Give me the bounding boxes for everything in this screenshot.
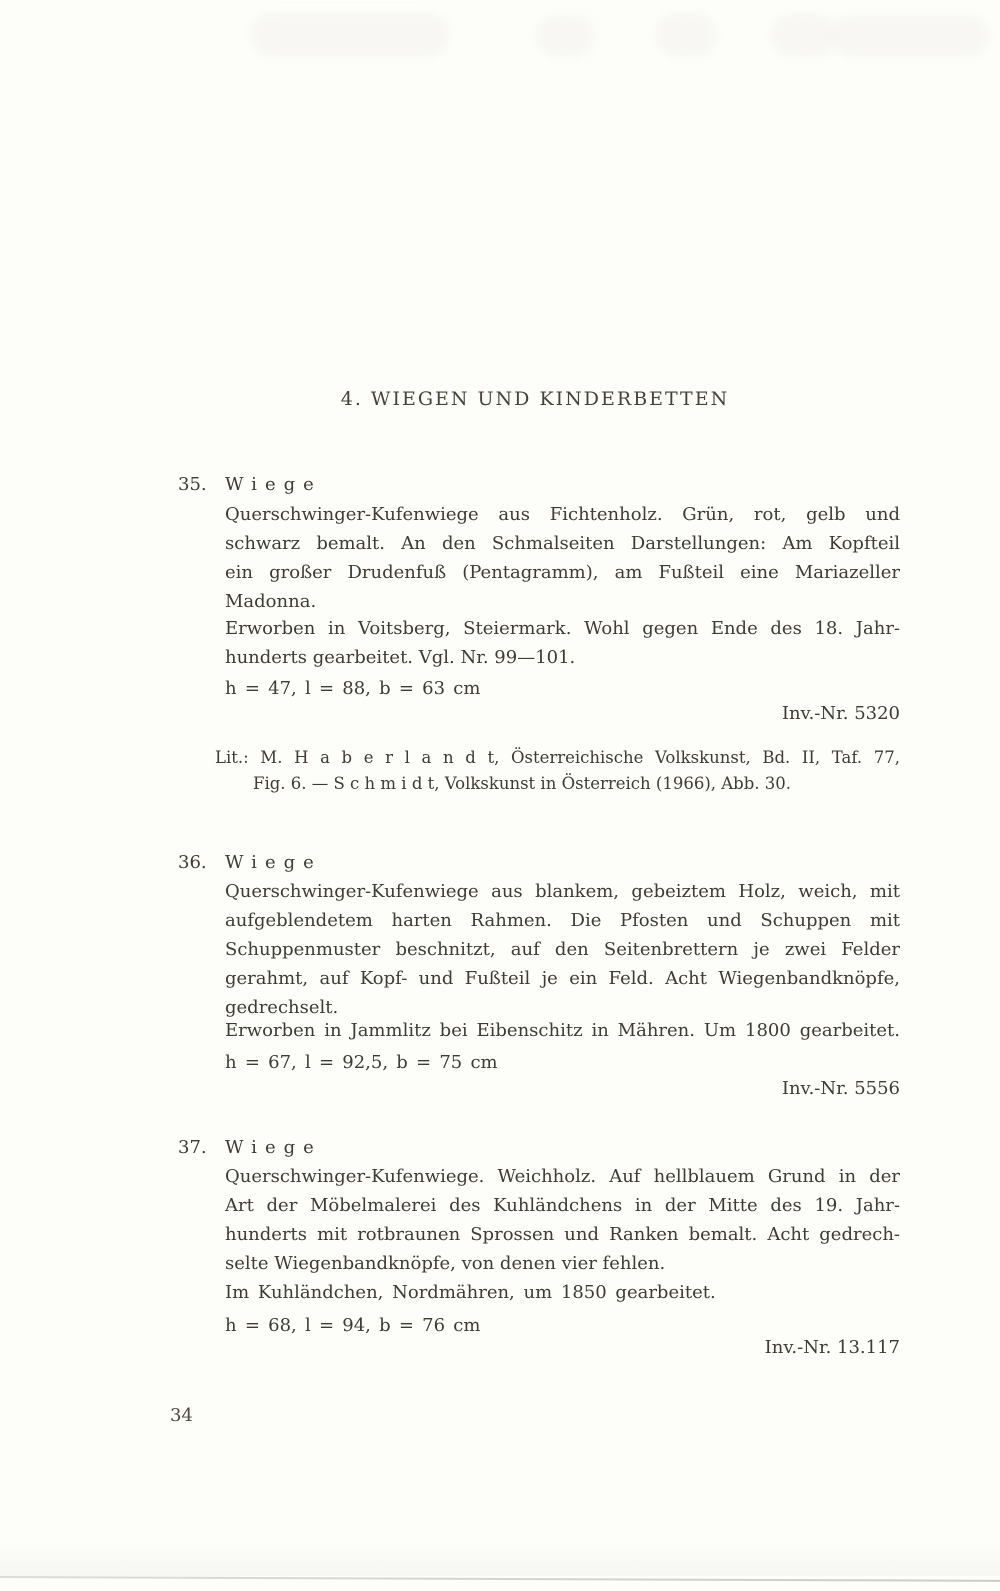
entry-description-line: hunderts mit rotbraunen Sprossen und Ranken bemalt. Acht gedrech- — [225, 1224, 900, 1245]
entry-title: Wiege — [225, 1137, 322, 1158]
entry-description — [225, 877, 900, 1022]
entry-provenance — [225, 614, 900, 672]
section-heading: 4. WIEGEN UND KINDERBETTEN — [340, 388, 730, 410]
entry-description-line: Querschwinger-Kufenwiege aus blankem, gebeiztem Holz, weich, mit — [225, 881, 900, 902]
entry-header — [178, 470, 900, 499]
entry-description-line: Madonna. — [225, 591, 317, 612]
entry-description-line: Querschwinger-Kufenwiege aus Fichtenholz. Grün, rot, gelb und — [225, 504, 900, 525]
entry-provenance — [225, 1278, 900, 1307]
entry-title: Wiege — [225, 852, 322, 873]
entry-provenance-line: hunderts gearbeitet. Vgl. Nr. 99—101. — [225, 647, 576, 668]
dimensions-line: h = 67, l = 92,5, b = 75 cm — [225, 1052, 498, 1073]
entry-dimensions — [225, 1048, 900, 1077]
entry-description — [225, 500, 900, 616]
entry-literature — [215, 745, 900, 796]
entry-description-line: gerahmt, auf Kopf- und Fußteil je ein Feld. Acht Wiegenbandknöpfe, — [225, 968, 900, 989]
entry-provenance-line: Im Kuhländchen, Nordmähren, um 1850 gearbeitet. — [225, 1282, 716, 1303]
entry-description-line: Art der Möbelmalerei des Kuhländchens in der Mitte des 19. Jahr- — [225, 1195, 900, 1216]
inventory-number: Inv.-Nr. 5320 — [781, 703, 900, 724]
scan-artifact — [655, 12, 717, 58]
entry-description-line: Schuppenmuster beschnitzt, auf den Seitenbrettern je zwei Felder — [225, 939, 900, 960]
page-edge-line — [0, 1576, 1000, 1582]
scan-artifact — [770, 13, 838, 58]
entry-number: 37. — [178, 1137, 207, 1158]
dimensions-line: h = 47, l = 88, b = 63 cm — [225, 678, 481, 699]
entry-title: Wiege — [225, 474, 322, 495]
entry-description-line: Querschwinger-Kufenwiege. Weichholz. Auf hellblauem Grund in der — [225, 1166, 900, 1187]
entry-description-line: selte Wiegenbandknöpfe, von denen vier fehlen. — [225, 1253, 666, 1274]
inventory-number: Inv.-Nr. 5556 — [781, 1078, 900, 1099]
dimensions-line: h = 68, l = 94, b = 76 cm — [225, 1315, 481, 1336]
scan-artifact — [535, 14, 595, 58]
entry-header — [178, 1133, 900, 1162]
inventory-number: Inv.-Nr. 13.117 — [764, 1337, 900, 1358]
entry-provenance-line: Erworben in Jammlitz bei Eibenschitz in Mähren. Um 1800 gearbeitet. — [225, 1020, 900, 1041]
entry-number: 35. — [178, 474, 207, 495]
entry-description-line: schwarz bemalt. An den Schmalseiten Darstellungen: Am Kopfteil — [225, 533, 900, 554]
page-number: 34 — [170, 1405, 193, 1426]
scan-artifact — [250, 12, 450, 58]
entry-number: 36. — [178, 852, 207, 873]
literature-line: Fig. 6. — S c h m i d t, Volkskunst in Österreich (1966), Abb. 30. — [253, 773, 792, 793]
scan-artifact — [830, 14, 990, 58]
entry-header — [178, 848, 900, 877]
entry-description — [225, 1162, 900, 1278]
entry-provenance-line: Erworben in Voitsberg, Steiermark. Wohl gegen Ende des 18. Jahr- — [225, 618, 900, 639]
scan-edge-shade — [0, 1540, 1000, 1576]
entry-provenance — [225, 1016, 900, 1045]
literature-line: Lit.: M. H a b e r l a n d t, Österreichische Volkskunst, Bd. II, Taf. 77, — [215, 748, 900, 767]
entry-description-line: aufgeblendetem harten Rahmen. Die Pfosten und Schuppen mit — [225, 910, 900, 931]
entry-description-line: gedrechselt. — [225, 997, 339, 1018]
entry-description-line: ein großer Drudenfuß (Pentagramm), am Fußteil eine Mariazeller — [225, 562, 900, 583]
